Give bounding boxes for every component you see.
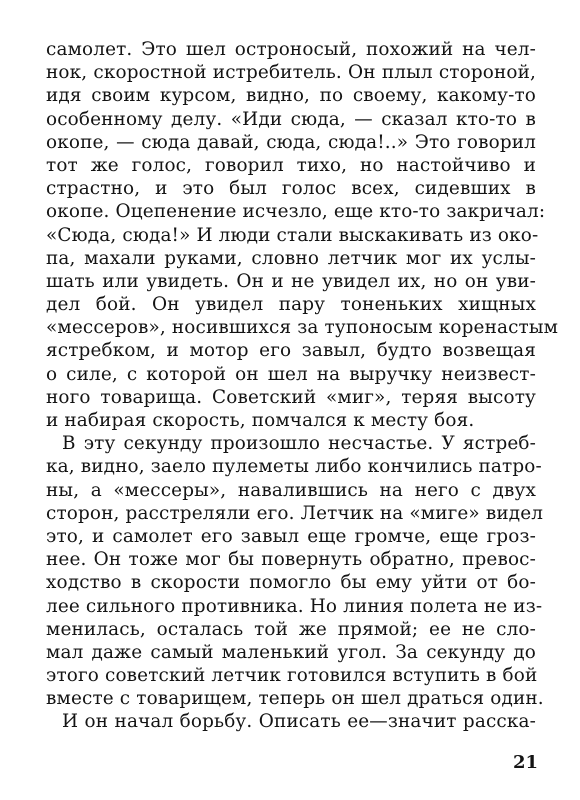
text-line: окопе. Оцепенение исчезло, еще кто-то закричал:	[46, 201, 546, 223]
text-line: особенному делу. «Иди сюда, — сказал кто-то в	[46, 108, 536, 130]
text-line: шать или увидеть. Он и не увидел их, но он уви-	[46, 270, 536, 292]
text-line: ка, видно, заело пулеметы либо кончились патро-	[46, 456, 542, 478]
text-line: нок, скоростной истребитель. Он плыл стороной,	[46, 62, 536, 84]
text-line: и набирая скорость, помчался к месту боя.	[46, 410, 475, 431]
text-line: лее сильного противника. Но линия полета не из-	[46, 595, 543, 617]
text-line: ходство в скорости помогло бы ему уйти от бо-	[46, 572, 536, 594]
text-line: мал даже самый маленький угол. За секунду до	[46, 641, 536, 663]
text-line: «Сюда, сюда!» И люди стали выскакивать из око-	[46, 224, 539, 246]
page-number: 21	[512, 752, 538, 773]
text-line: тот же голос, говорил тихо, но настойчиво и	[46, 154, 536, 176]
text-line: менилась, осталась той же прямой; ее не сло-	[46, 618, 536, 640]
text-line: сторон, расстреляли его. Летчик на «миге» видел	[46, 502, 544, 524]
text-line: страстно, и это был голос всех, сидевших в	[46, 178, 536, 200]
text-line: окопе, — сюда давай, сюда, сюда!..» Это говорил	[46, 131, 536, 153]
text-line: ястребком, и мотор его завыл, будто возвещая	[46, 340, 536, 362]
text-line: И он начал борьбу. Описать ее—значит расска-	[62, 711, 536, 733]
text-line: ного товарища. Советский «миг», теряя высоту	[46, 386, 536, 408]
text-line: нее. Он тоже мог бы повернуть обратно, превос-	[46, 549, 536, 571]
text-line: о силе, с которой он шел на выручку неизвест-	[46, 363, 536, 385]
body-text	[46, 38, 559, 734]
text-line: это, и самолет его завыл еще громче, еще гроз-	[46, 525, 536, 547]
text-line: дел бой. Он увидел пару тоненьких хищных	[46, 294, 536, 316]
text-line: вместе с товарищем, теперь он шел драться один.	[46, 688, 544, 710]
text-line: «мессеров», носившихся за тупоносым коренастым	[46, 317, 559, 339]
text-line: этого советский летчик готовился вступить в бой	[46, 665, 538, 687]
text-line: самолет. Это шел остроносый, похожий на чел-	[46, 39, 536, 60]
text-line: па, махали руками, словно летчик мог их услы-	[46, 247, 536, 269]
text-line: идя своим курсом, видно, по своему, какому-то	[46, 85, 536, 107]
text-line: ны, а «мессеры», навалившись на него с двух	[46, 479, 536, 501]
text-line: В эту секунду произошло несчастье. У ястреб-	[62, 433, 536, 455]
